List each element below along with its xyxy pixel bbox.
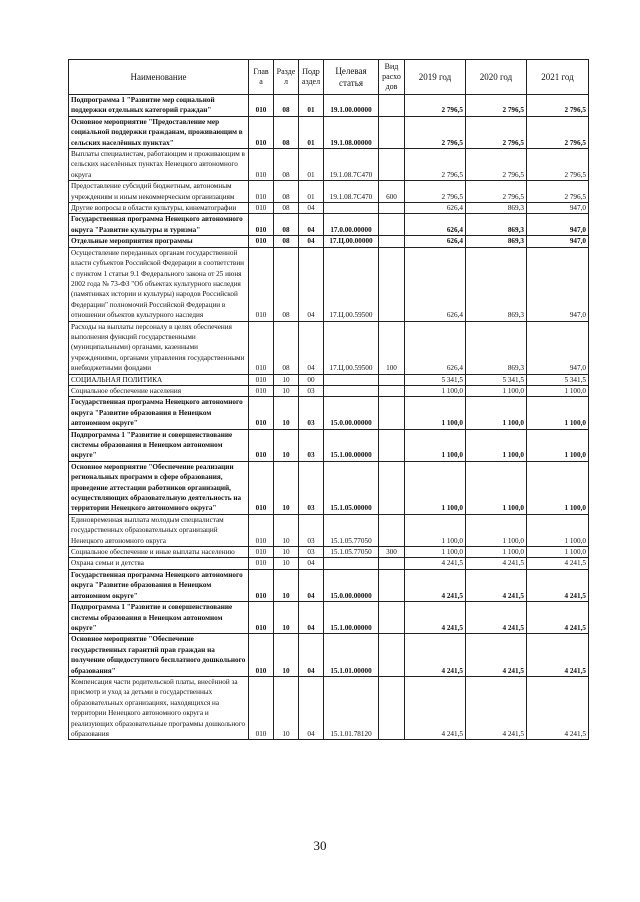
cell-2020: 4 241,5 (466, 569, 527, 601)
cell-glava: 010 (249, 149, 274, 181)
cell-razdel: 10 (274, 514, 299, 546)
cell-2020: 2 796,5 (466, 181, 527, 203)
cell-2021: 1 100,0 (527, 514, 589, 546)
cell-target: 15.1.05.77050 (324, 514, 379, 546)
cell-glava: 010 (249, 385, 274, 396)
cell-glava: 010 (249, 429, 274, 461)
table-row (69, 547, 589, 558)
cell-vid (379, 203, 405, 214)
cell-glava: 010 (249, 461, 274, 514)
cell-vid: 100 (379, 321, 405, 374)
table-row (69, 385, 589, 396)
header-target: Целевая статья (324, 60, 379, 95)
cell-target: 15.1.05.77050 (324, 547, 379, 558)
table-row (69, 558, 589, 569)
cell-2019: 1 100,0 (405, 514, 466, 546)
header-vid: Вид расхо дов (379, 60, 405, 95)
cell-2019: 1 100,0 (405, 397, 466, 429)
cell-target (324, 558, 379, 569)
table-row (69, 676, 589, 739)
cell-glava: 010 (249, 514, 274, 546)
cell-2021: 4 241,5 (527, 634, 589, 677)
cell-podrazdel: 03 (299, 397, 324, 429)
cell-name: Предоставление субсидий бюджетным, автономным учреждениям и иным некоммерческим организациям (69, 181, 249, 203)
cell-2020: 2 796,5 (466, 95, 527, 117)
cell-name: Подпрограмма 1 "Развитие и совершенствование системы образования в Ненецком автономном округе" (69, 429, 249, 461)
cell-2019: 4 241,5 (405, 676, 466, 739)
cell-2019: 2 796,5 (405, 116, 466, 148)
cell-vid (379, 214, 405, 236)
cell-vid (379, 514, 405, 546)
cell-2019: 626,4 (405, 247, 466, 321)
cell-name: Государственная программа Ненецкого автономного округа "Развитие образования в Ненецком автономном округе" (69, 569, 249, 601)
header-razdel: Разде л (274, 60, 299, 95)
cell-target: 17.Ц.00.59500 (324, 321, 379, 374)
cell-2021: 2 796,5 (527, 116, 589, 148)
cell-podrazdel: 04 (299, 214, 324, 236)
cell-2021: 1 100,0 (527, 397, 589, 429)
cell-2021: 4 241,5 (527, 602, 589, 634)
cell-razdel: 10 (274, 547, 299, 558)
cell-2021: 947,0 (527, 214, 589, 236)
cell-glava: 010 (249, 95, 274, 117)
cell-2021: 1 100,0 (527, 547, 589, 558)
cell-podrazdel: 04 (299, 569, 324, 601)
table-row (69, 374, 589, 385)
cell-2020: 4 241,5 (466, 634, 527, 677)
cell-target: 15.1.01.78120 (324, 676, 379, 739)
cell-name: Другие вопросы в области культуры, кинематографии (69, 203, 249, 214)
cell-razdel: 10 (274, 558, 299, 569)
cell-2021: 1 100,0 (527, 385, 589, 396)
cell-vid (379, 116, 405, 148)
cell-vid (379, 602, 405, 634)
cell-2021: 5 341,5 (527, 374, 589, 385)
cell-2019: 1 100,0 (405, 385, 466, 396)
cell-target: 15.1.05.00000 (324, 461, 379, 514)
cell-2019: 4 241,5 (405, 569, 466, 601)
header-2020: 2020 год (466, 60, 527, 95)
table-row (69, 461, 589, 514)
cell-2021: 1 100,0 (527, 429, 589, 461)
cell-2021: 947,0 (527, 236, 589, 247)
cell-target: 19.1.08.7С470 (324, 149, 379, 181)
cell-podrazdel: 04 (299, 602, 324, 634)
table-row (69, 95, 589, 117)
header-2019: 2019 год (405, 60, 466, 95)
cell-vid (379, 385, 405, 396)
cell-2020: 1 100,0 (466, 547, 527, 558)
cell-glava: 010 (249, 116, 274, 148)
cell-2020: 4 241,5 (466, 602, 527, 634)
cell-glava: 010 (249, 214, 274, 236)
cell-target: 17.Ц.00.00000 (324, 236, 379, 247)
cell-name: Компенсация части родительской платы, внесённой за присмотр и уход за детьми в государственных образовательных организациях, находящихся на территории Ненецкого автономного округа и реализующих образовательные программы дошкольного образования (69, 676, 249, 739)
cell-name: Охрана семьи и детства (69, 558, 249, 569)
cell-vid (379, 429, 405, 461)
cell-razdel: 10 (274, 374, 299, 385)
cell-vid (379, 149, 405, 181)
cell-2020: 2 796,5 (466, 149, 527, 181)
header-row (69, 60, 589, 95)
cell-2019: 626,4 (405, 214, 466, 236)
cell-2021: 2 796,5 (527, 95, 589, 117)
cell-razdel: 08 (274, 247, 299, 321)
cell-2019: 1 100,0 (405, 461, 466, 514)
cell-name: Социальное обеспечение населения (69, 385, 249, 396)
table-row (69, 634, 589, 677)
cell-target: 15.1.00.00000 (324, 602, 379, 634)
cell-podrazdel: 04 (299, 236, 324, 247)
cell-vid (379, 676, 405, 739)
cell-2019: 4 241,5 (405, 558, 466, 569)
header-podrazdel: Подр аздел (299, 60, 324, 95)
cell-2020: 869,3 (466, 236, 527, 247)
cell-podrazdel: 04 (299, 247, 324, 321)
cell-target: 15.0.00.00000 (324, 397, 379, 429)
cell-razdel: 10 (274, 634, 299, 677)
cell-name: Государственная программа Ненецкого автономного округа "Развитие образования в Ненецком автономном округе" (69, 397, 249, 429)
cell-razdel: 10 (274, 676, 299, 739)
cell-podrazdel: 04 (299, 558, 324, 569)
cell-razdel: 10 (274, 461, 299, 514)
budget-table (68, 59, 589, 740)
cell-glava: 010 (249, 247, 274, 321)
cell-2021: 947,0 (527, 247, 589, 321)
cell-glava: 010 (249, 634, 274, 677)
cell-name: Подпрограмма 1 "Развитие и совершенствование системы образования в Ненецком автономном округе" (69, 602, 249, 634)
cell-glava: 010 (249, 236, 274, 247)
cell-vid (379, 634, 405, 677)
cell-name: СОЦИАЛЬНАЯ ПОЛИТИКА (69, 374, 249, 385)
cell-target: 19.1.08.00000 (324, 116, 379, 148)
cell-2021: 2 796,5 (527, 149, 589, 181)
cell-vid (379, 558, 405, 569)
cell-2020: 1 100,0 (466, 385, 527, 396)
cell-glava: 010 (249, 374, 274, 385)
cell-podrazdel: 01 (299, 181, 324, 203)
cell-2019: 626,4 (405, 203, 466, 214)
cell-razdel: 10 (274, 602, 299, 634)
table-row (69, 116, 589, 148)
cell-2020: 869,3 (466, 214, 527, 236)
cell-2020: 869,3 (466, 203, 527, 214)
cell-target: 17.Ц.00.59500 (324, 247, 379, 321)
cell-glava: 010 (249, 676, 274, 739)
cell-razdel: 10 (274, 397, 299, 429)
cell-glava: 010 (249, 558, 274, 569)
cell-2019: 4 241,5 (405, 634, 466, 677)
cell-2019: 2 796,5 (405, 95, 466, 117)
table-row (69, 602, 589, 634)
cell-2020: 1 100,0 (466, 461, 527, 514)
cell-target (324, 374, 379, 385)
table-row (69, 247, 589, 321)
cell-razdel: 08 (274, 236, 299, 247)
cell-2021: 947,0 (527, 203, 589, 214)
table-body (69, 95, 589, 740)
cell-podrazdel: 04 (299, 321, 324, 374)
cell-razdel: 08 (274, 95, 299, 117)
table-row (69, 203, 589, 214)
table-row (69, 514, 589, 546)
cell-glava: 010 (249, 569, 274, 601)
cell-podrazdel: 03 (299, 547, 324, 558)
table-row (69, 321, 589, 374)
cell-vid (379, 374, 405, 385)
cell-2021: 4 241,5 (527, 569, 589, 601)
cell-2020: 4 241,5 (466, 558, 527, 569)
cell-glava: 010 (249, 203, 274, 214)
cell-vid (379, 397, 405, 429)
cell-podrazdel: 03 (299, 514, 324, 546)
cell-target: 15.1.00.00000 (324, 429, 379, 461)
cell-name: Основное мероприятие "Обеспечение реализации региональных программ в сфере образования, проведение аттестации работников организаций, осуществляющих образовательную деятельность на территории Ненецкого автономного округа" (69, 461, 249, 514)
cell-2019: 4 241,5 (405, 602, 466, 634)
cell-2019: 5 341,5 (405, 374, 466, 385)
cell-2021: 2 796,5 (527, 181, 589, 203)
table-row (69, 214, 589, 236)
cell-name: Отдельные мероприятия программы (69, 236, 249, 247)
cell-2021: 1 100,0 (527, 461, 589, 514)
cell-2020: 4 241,5 (466, 676, 527, 739)
table-row (69, 181, 589, 203)
cell-name: Подпрограмма 1 "Развитие мер социальной поддержки отдельных категорий граждан" (69, 95, 249, 117)
cell-glava: 010 (249, 321, 274, 374)
cell-glava: 010 (249, 547, 274, 558)
cell-2019: 626,4 (405, 321, 466, 374)
cell-name: Основное мероприятие "Предоставление мер социальной поддержки гражданам, проживающим в сельских населённых пунктах" (69, 116, 249, 148)
header-name: Наименование (69, 60, 249, 95)
cell-2020: 869,3 (466, 321, 527, 374)
cell-2019: 1 100,0 (405, 429, 466, 461)
cell-target: 15.0.00.00000 (324, 569, 379, 601)
cell-razdel: 10 (274, 569, 299, 601)
cell-2020: 2 796,5 (466, 116, 527, 148)
table-row (69, 397, 589, 429)
cell-podrazdel: 03 (299, 429, 324, 461)
table-row (69, 236, 589, 247)
cell-name: Осуществление переданных органам государственной власти субъектов Российской Федерации в соответствии с пунктом 1 статьи 9.1 Федерального закона от 25 июня 2002 года № 73-ФЗ "Об объектах культурного наследия (памятниках истории и культуры) народов Российской Федерации" полномочий Российской Федерации в отношении объектов культурного наследия (69, 247, 249, 321)
cell-podrazdel: 01 (299, 149, 324, 181)
cell-vid (379, 247, 405, 321)
cell-name: Выплаты специалистам, работающим и проживающим в сельских населённых пунктах Ненецкого автономного округа (69, 149, 249, 181)
cell-podrazdel: 00 (299, 374, 324, 385)
cell-2021: 4 241,5 (527, 676, 589, 739)
cell-name: Социальное обеспечение и иные выплаты населению (69, 547, 249, 558)
cell-razdel: 10 (274, 429, 299, 461)
cell-vid (379, 236, 405, 247)
cell-razdel: 08 (274, 149, 299, 181)
cell-target: 15.1.01.00000 (324, 634, 379, 677)
cell-razdel: 08 (274, 116, 299, 148)
cell-podrazdel: 04 (299, 203, 324, 214)
cell-name: Основное мероприятие "Обеспечение государственных гарантий прав граждан на получение общедоступного бесплатного дошкольного образования" (69, 634, 249, 677)
cell-2020: 1 100,0 (466, 429, 527, 461)
cell-2019: 2 796,5 (405, 181, 466, 203)
cell-podrazdel: 03 (299, 385, 324, 396)
cell-razdel: 08 (274, 321, 299, 374)
header-2021: 2021 год (527, 60, 589, 95)
cell-2021: 4 241,5 (527, 558, 589, 569)
cell-2021: 947,0 (527, 321, 589, 374)
cell-target: 19.1.08.7С470 (324, 181, 379, 203)
cell-target (324, 203, 379, 214)
cell-2019: 626,4 (405, 236, 466, 247)
cell-target: 17.0.00.00000 (324, 214, 379, 236)
cell-name: Государственная программа Ненецкого автономного округа "Развитие культуры и туризма" (69, 214, 249, 236)
cell-glava: 010 (249, 181, 274, 203)
table-row (69, 569, 589, 601)
cell-razdel: 10 (274, 385, 299, 396)
cell-2019: 1 100,0 (405, 547, 466, 558)
cell-razdel: 08 (274, 181, 299, 203)
cell-glava: 010 (249, 602, 274, 634)
cell-podrazdel: 04 (299, 634, 324, 677)
cell-podrazdel: 01 (299, 95, 324, 117)
cell-2019: 2 796,5 (405, 149, 466, 181)
cell-razdel: 08 (274, 214, 299, 236)
cell-vid: 300 (379, 547, 405, 558)
cell-vid (379, 569, 405, 601)
cell-name: Расходы на выплаты персоналу в целях обеспечения выполнения функций государственными (муниципальными) органами, казенными учреждениями, органами управления государственными внебюджетными фондами (69, 321, 249, 374)
cell-podrazdel: 04 (299, 676, 324, 739)
cell-vid (379, 461, 405, 514)
cell-glava: 010 (249, 397, 274, 429)
cell-target (324, 385, 379, 396)
header-glava: Глав а (249, 60, 274, 95)
cell-2020: 869,3 (466, 247, 527, 321)
page-number: 30 (313, 838, 327, 853)
cell-2020: 1 100,0 (466, 397, 527, 429)
table-row (69, 429, 589, 461)
cell-name: Единовременная выплата молодым специалистам государственных образовательных организаций Ненецкого автономного округа (69, 514, 249, 546)
table-row (69, 149, 589, 181)
cell-target: 19.1.00.00000 (324, 95, 379, 117)
cell-2020: 1 100,0 (466, 514, 527, 546)
cell-2020: 5 341,5 (466, 374, 527, 385)
cell-vid: 600 (379, 181, 405, 203)
cell-podrazdel: 03 (299, 461, 324, 514)
cell-vid (379, 95, 405, 117)
cell-razdel: 08 (274, 203, 299, 214)
cell-podrazdel: 01 (299, 116, 324, 148)
